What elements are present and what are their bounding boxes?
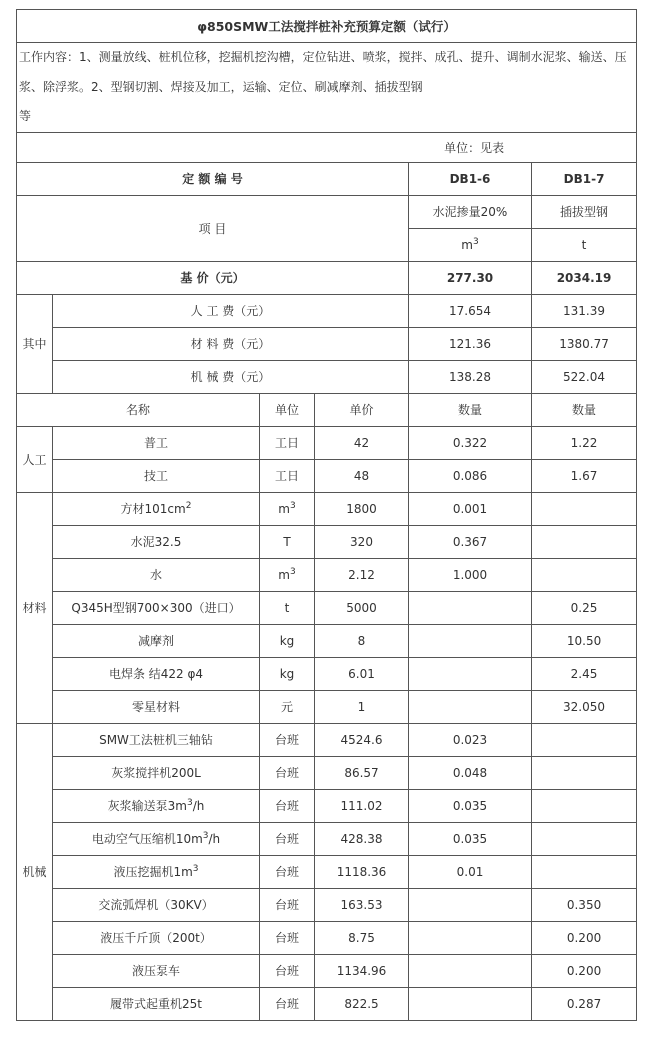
resource-qty: [532, 492, 637, 525]
title-row: [17, 10, 637, 43]
resource-price: 1134.96: [315, 954, 409, 987]
resource-row: [17, 624, 637, 657]
resource-qty: [409, 591, 532, 624]
resource-unit: [260, 789, 315, 822]
resource-unit: [260, 591, 315, 624]
resource-qty: [409, 690, 532, 723]
resource-qty: [409, 987, 532, 1020]
resource-unit: [260, 426, 315, 459]
resource-unit: [260, 822, 315, 855]
resource-unit-text: kg: [279, 666, 295, 681]
resource-row: [17, 921, 637, 954]
cost-breakdown-row: [17, 294, 637, 327]
resource-unit-text: m: [278, 501, 290, 516]
item-unit: t: [532, 228, 637, 261]
work-content-row: [17, 43, 637, 133]
table-title: φ850SMW工法搅拌桩补充预算定额（试行）: [17, 10, 637, 43]
resource-unit: [260, 954, 315, 987]
resource-qty: 32.050: [532, 690, 637, 723]
resource-row: [17, 888, 637, 921]
resource-name: [53, 558, 260, 591]
resource-name-sup: 3: [202, 831, 209, 841]
quota-number-label: 定 额 编 号: [17, 162, 409, 195]
resource-qty: [409, 921, 532, 954]
resource-row: [17, 558, 637, 591]
resource-name-text: 电动空气压缩机10m: [91, 832, 203, 846]
resource-qty: 10.50: [532, 624, 637, 657]
resource-unit-text: 台班: [274, 799, 299, 813]
resource-unit-text: 台班: [274, 931, 299, 945]
cost-label: 人 工 费（元）: [53, 294, 409, 327]
resource-unit-text: 台班: [274, 997, 299, 1011]
cost-breakdown-row: [17, 360, 637, 393]
resource-name-text: 水泥32.5: [130, 535, 182, 549]
work-content: [17, 43, 637, 133]
resource-unit-text: 台班: [274, 733, 299, 747]
resource-qty: [532, 558, 637, 591]
quota-table: [16, 9, 637, 1021]
group-label-labor: 人工: [17, 426, 53, 492]
resource-row: [17, 756, 637, 789]
resource-name-text: 减摩剂: [137, 634, 174, 648]
resource-name: [53, 954, 260, 987]
resource-name: [53, 822, 260, 855]
resource-unit: [260, 723, 315, 756]
resource-name-tail: /h: [192, 799, 205, 813]
base-price-value: 277.30: [409, 261, 532, 294]
resource-row: [17, 789, 637, 822]
col-header-qty: 数量: [532, 393, 637, 426]
resource-unit-text: 台班: [274, 964, 299, 978]
resource-unit: [260, 459, 315, 492]
resource-unit-text: kg: [279, 633, 295, 648]
resource-price: 428.38: [315, 822, 409, 855]
resource-row: [17, 426, 637, 459]
resource-qty: [409, 624, 532, 657]
item-row: [17, 195, 637, 228]
resource-name: [53, 657, 260, 690]
resource-name-tail: /h: [208, 832, 221, 846]
resource-row: [17, 822, 637, 855]
resource-unit-sup: 3: [289, 500, 296, 511]
col-header-qty: 数量: [409, 393, 532, 426]
resource-qty: 0.287: [532, 987, 637, 1020]
group-label-machinery: 机械: [17, 723, 53, 1020]
resource-qty: 0.01: [409, 855, 532, 888]
resource-name-text: 交流弧焊机（30KV）: [98, 898, 214, 912]
resource-row: [17, 459, 637, 492]
resource-name: [53, 426, 260, 459]
resource-name: [53, 492, 260, 525]
item-name: 插拔型钢: [532, 195, 637, 228]
resource-qty: [532, 855, 637, 888]
col-header-unit: 单位: [260, 393, 315, 426]
resource-row: [17, 525, 637, 558]
resource-qty: 0.25: [532, 591, 637, 624]
resource-qty: [532, 789, 637, 822]
work-content-tail: 等: [19, 109, 32, 123]
resource-unit-text: 工日: [274, 469, 299, 483]
resource-qty: [409, 657, 532, 690]
cost-value: 131.39: [532, 294, 637, 327]
resource-price: 8.75: [315, 921, 409, 954]
resource-name: [53, 987, 260, 1020]
resource-name-sup: 2: [185, 501, 192, 511]
cost-value: 1380.77: [532, 327, 637, 360]
resource-name: [53, 756, 260, 789]
resource-unit: [260, 525, 315, 558]
resource-price: 42: [315, 426, 409, 459]
resource-unit-text: 台班: [274, 766, 299, 780]
resource-qty: 0.001: [409, 492, 532, 525]
unit-note: 单位：见表: [17, 132, 637, 162]
resource-row: [17, 954, 637, 987]
resource-unit-text: 台班: [274, 898, 299, 912]
resource-qty: 0.023: [409, 723, 532, 756]
quota-number-row: [17, 162, 637, 195]
cost-breakdown-row: [17, 327, 637, 360]
base-price-value: 2034.19: [532, 261, 637, 294]
resource-price: 8: [315, 624, 409, 657]
resource-unit: [260, 690, 315, 723]
resource-price: 86.57: [315, 756, 409, 789]
resource-row: [17, 492, 637, 525]
base-price-row: [17, 261, 637, 294]
resource-name-text: 液压泵车: [131, 964, 180, 978]
cost-value: 17.654: [409, 294, 532, 327]
resource-price: 5000: [315, 591, 409, 624]
resource-name-text: SMW工法桩机三轴钻: [99, 733, 213, 747]
resource-name-text: 水: [149, 568, 162, 582]
resource-row: [17, 591, 637, 624]
resource-name-text: 零星材料: [131, 700, 180, 714]
resource-price: 1118.36: [315, 855, 409, 888]
resource-unit: [260, 888, 315, 921]
resource-unit: [260, 855, 315, 888]
resource-name: [53, 921, 260, 954]
resource-name-text: 灰浆搅拌机200L: [111, 766, 201, 780]
resource-name-text: 履带式起重机25t: [110, 997, 202, 1011]
group-label-of-which: 其中: [17, 294, 53, 393]
resource-price: 2.12: [315, 558, 409, 591]
resource-unit: [260, 987, 315, 1020]
resource-name-text: 普工: [143, 436, 168, 450]
quota-document: [16, 9, 636, 1021]
resource-name-text: 方材101cm: [120, 502, 186, 516]
resource-name: [53, 789, 260, 822]
resource-unit-text: 台班: [274, 832, 299, 846]
resource-name-text: 液压千斤顶（200t）: [100, 931, 212, 945]
resource-unit: [260, 558, 315, 591]
resource-unit-text: 元: [280, 700, 293, 714]
resource-unit-text: T: [283, 534, 291, 549]
cost-value: 121.36: [409, 327, 532, 360]
resource-price: 320: [315, 525, 409, 558]
group-label-materials: 材料: [17, 492, 53, 723]
resource-unit-sup: 3: [289, 566, 296, 577]
col-header-name: 名称: [17, 393, 260, 426]
resource-unit-text: m: [278, 567, 290, 582]
resource-name-text: 灰浆输送泵3m: [107, 799, 187, 813]
resource-qty: 1.22: [532, 426, 637, 459]
resource-price: 822.5: [315, 987, 409, 1020]
resource-qty: 0.367: [409, 525, 532, 558]
resource-qty: 0.035: [409, 789, 532, 822]
quota-code: DB1-7: [532, 162, 637, 195]
resource-row: [17, 987, 637, 1020]
resource-qty: [532, 723, 637, 756]
item-name: 水泥掺量20%: [409, 195, 532, 228]
resource-name-text: 液压挖掘机1m: [113, 865, 193, 879]
col-header-price: 单价: [315, 393, 409, 426]
resource-name-sup: 3: [186, 798, 193, 808]
resource-name: [53, 690, 260, 723]
resource-unit: [260, 756, 315, 789]
column-header-row: [17, 393, 637, 426]
work-content-text: 工作内容：1、测量放线、桩机位移，挖掘机挖沟槽，定位钻进、喷浆，搅拌、成孔、提升、调制水泥浆、输送、压浆、除浮浆。2、型钢切割、焊接及加工，运输、定位、刷减摩剂、插拔型钢: [19, 50, 627, 94]
item-label: 项 目: [17, 195, 409, 261]
resource-price: 1: [315, 690, 409, 723]
resource-row: [17, 690, 637, 723]
resource-price: 6.01: [315, 657, 409, 690]
unit-note-row: [17, 132, 637, 162]
cost-value: 522.04: [532, 360, 637, 393]
resource-row: [17, 657, 637, 690]
resource-price: 48: [315, 459, 409, 492]
resource-qty: 2.45: [532, 657, 637, 690]
resource-name: [53, 459, 260, 492]
resource-unit-text: t: [284, 600, 290, 615]
resource-unit: [260, 492, 315, 525]
resource-qty: 1.67: [532, 459, 637, 492]
resource-name: [53, 624, 260, 657]
resource-unit: [260, 624, 315, 657]
resource-qty: 0.200: [532, 954, 637, 987]
resource-price: 111.02: [315, 789, 409, 822]
resource-price: 1800: [315, 492, 409, 525]
resource-qty: 0.350: [532, 888, 637, 921]
cost-label: 机 械 费（元）: [53, 360, 409, 393]
cost-value: 138.28: [409, 360, 532, 393]
resource-qty: 0.200: [532, 921, 637, 954]
resource-qty: 0.035: [409, 822, 532, 855]
resource-row: [17, 723, 637, 756]
resource-name: [53, 723, 260, 756]
resource-qty: 0.048: [409, 756, 532, 789]
cost-label: 材 料 费（元）: [53, 327, 409, 360]
resource-qty: [532, 525, 637, 558]
resource-name-text: 电焊条 结422 φ4: [108, 667, 204, 681]
resource-qty: 0.086: [409, 459, 532, 492]
resource-qty: 1.000: [409, 558, 532, 591]
resource-qty: [532, 756, 637, 789]
resource-row: [17, 855, 637, 888]
resource-name: [53, 591, 260, 624]
resource-unit: [260, 657, 315, 690]
resource-name: [53, 855, 260, 888]
resource-name-sup: 3: [192, 864, 199, 874]
resource-qty: 0.322: [409, 426, 532, 459]
resource-name-text: Q345H型钢700×300（进口）: [71, 601, 241, 615]
resource-unit: [260, 921, 315, 954]
resource-name: [53, 888, 260, 921]
resource-name: [53, 525, 260, 558]
resource-price: 4524.6: [315, 723, 409, 756]
resource-price: 163.53: [315, 888, 409, 921]
resource-qty: [409, 888, 532, 921]
quota-code: DB1-6: [409, 162, 532, 195]
resource-qty: [409, 954, 532, 987]
resource-unit-text: 台班: [274, 865, 299, 879]
resource-qty: [532, 822, 637, 855]
resource-name-text: 技工: [143, 469, 168, 483]
base-price-label: 基 价（元）: [17, 261, 409, 294]
item-unit: $m^3$: [409, 228, 532, 261]
resource-unit-text: 工日: [274, 436, 299, 450]
